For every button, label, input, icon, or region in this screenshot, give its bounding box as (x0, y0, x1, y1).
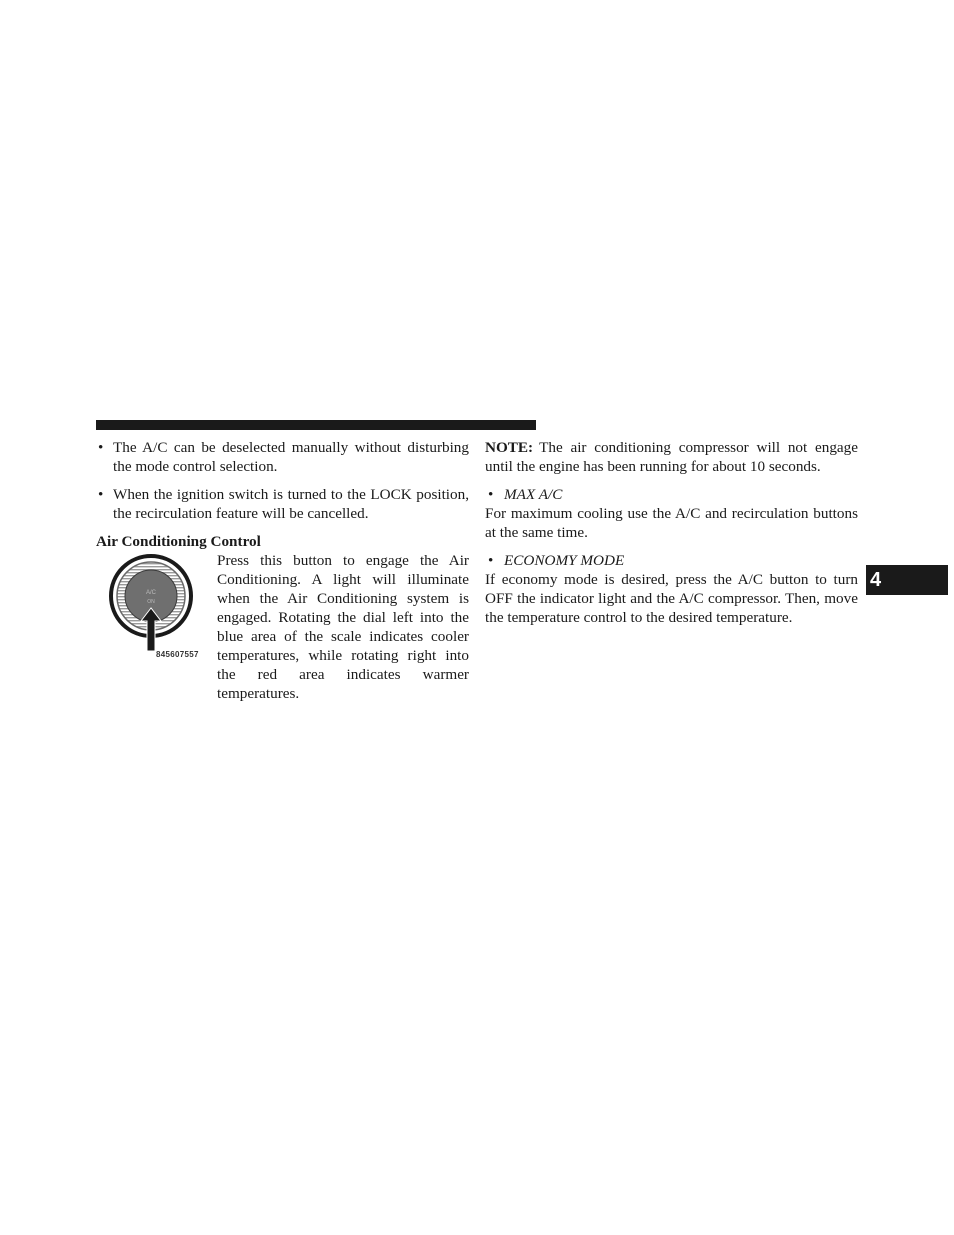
svg-text:ON: ON (147, 599, 155, 605)
bullet-dot-icon: • (98, 486, 104, 503)
max-ac-title: • MAX A/C (485, 485, 858, 504)
bullet-item: • When the ignition switch is turned to the LOCK position, the recirculation feature will be cancelled. (98, 486, 469, 522)
chapter-tab: 4 (866, 565, 948, 595)
economy-mode-title: • ECONOMY MODE (485, 551, 858, 570)
bullet-dot-icon: • (488, 552, 494, 569)
svg-text:A/C: A/C (145, 590, 157, 596)
left-column (96, 438, 469, 703)
figure-code: 845607557 (156, 650, 199, 659)
right-column (485, 438, 858, 627)
figure-block (96, 551, 469, 703)
max-ac-text: For maximum cooling use the A/C and recirculation buttons at the same time. (485, 505, 858, 541)
section-heading: Air Conditioning Control (96, 533, 261, 550)
section-rule (96, 420, 536, 430)
bullet-dot-icon: • (488, 486, 494, 503)
figure-text: Press this button to engage the Air Conditioning. A light will illuminate when the Air Conditioning system is engaged. Rotating the dial left into the blue area of the scale indicates cooler temperatures, while rotating right into the red area indicates warmer temperatures. (217, 552, 469, 702)
ac-button-icon (96, 551, 217, 661)
note-text: The air conditioning compressor will not engage until the engine has been running for about 10 seconds. (485, 439, 858, 475)
bullet-dot-icon: • (98, 439, 104, 456)
economy-mode-text: If economy mode is desired, press the A/C button to turn OFF the indicator light and the A/C compressor. Then, move the temperature control to the desired temperature. (485, 571, 858, 626)
note-label: NOTE: (485, 439, 534, 456)
bullet-item: • The A/C can be deselected manually without disturbing the mode control selection. (98, 439, 469, 475)
note-paragraph (485, 438, 858, 476)
